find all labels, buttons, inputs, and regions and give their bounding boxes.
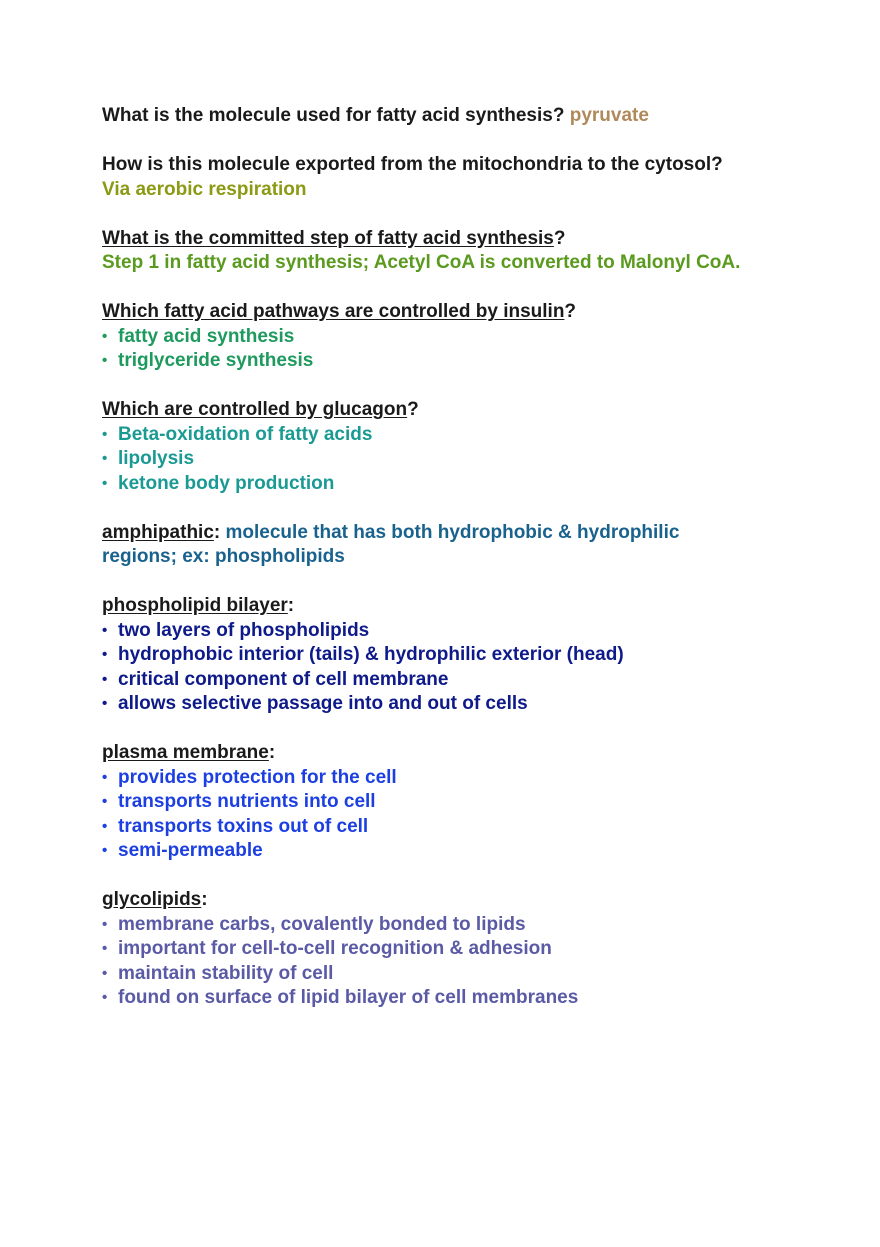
answer-text: Step 1 in fatty acid synthesis; Acetyl CoA is converted to Malonyl CoA. [102,252,741,273]
question-text: What is the committed step of fatty acid synthesis [102,227,554,249]
question-text: How is this molecule exported from the mitochondria to the cytosol? [102,154,723,175]
bullet-icon: • [102,964,108,982]
list-item: • lipolysis [102,447,782,472]
bullet-icon: • [102,842,108,859]
question-molecule [102,104,782,129]
list-item: • critical component of cell membrane [102,668,782,693]
question-committed-step [102,227,782,276]
question-mark: ? [553,227,566,249]
bullet-icon: • [102,352,108,369]
bullet-icon: • [102,621,108,639]
list-item: • found on surface of lipid bilayer of cell membranes [102,986,782,1011]
list-item: • membrane carbs, covalently bonded to lipids [102,913,782,938]
question-export [102,153,782,202]
bullet-icon: • [102,646,108,663]
bullet-icon: • [102,327,108,345]
definition-plasma-membrane: plasma membrane: • provides protection for the cell • transports nutrients into cell • transports toxins out of cell • semi-permeable [102,741,782,864]
list-item: • transports nutrients into cell [102,790,782,815]
question-text: Which fatty acid pathways are controlled by insulin [102,301,565,322]
list-item: • maintain stability of cell [102,962,782,987]
term-text: amphipathic [102,521,214,543]
notes-content [102,104,782,1035]
bullet-icon: • [102,989,108,1006]
list-item: • Beta-oxidation of fatty acids [102,423,782,448]
bullet-icon: • [102,940,108,957]
insulin-list [102,325,782,374]
term-text: phospholipid bilayer [102,595,288,616]
bullet-icon: • [102,474,108,492]
question-mark: ? [564,301,577,322]
list-item: • two layers of phospholipids [102,619,782,644]
bullet-icon: • [102,425,108,443]
glycolipids-list [102,913,782,1011]
bullet-icon: • [102,695,108,712]
definition-text: molecule that has both hydrophobic & hydrophilic regions; ex: phospholipids [102,521,680,567]
list-item: • ketone body production [102,472,782,497]
list-item: • semi-permeable [102,839,782,864]
term-text: plasma membrane [102,742,269,763]
list-item: • important for cell-to-cell recognition & adhesion [102,937,782,962]
question-mark: ? [407,399,419,420]
list-item: • triglyceride synthesis [102,349,782,374]
bullet-icon: • [102,915,108,933]
definition-glycolipids: glycolipids: • membrane carbs, covalently bonded to lipids • important for cell-to-cell recognition & adhesion • maintain stability of cell • found on surface of lipid bilayer of cell membranes [102,888,782,1011]
list-item: • fatty acid synthesis [102,325,782,350]
answer-text: Via aerobic respiration [102,178,307,200]
question-glucagon [102,398,782,496]
bullet-icon: • [102,793,108,810]
list-item: • allows selective passage into and out of cells [102,692,782,717]
answer-text: pyruvate [569,105,649,126]
list-item: • transports toxins out of cell [102,815,782,840]
question-text: Which are controlled by glucagon [102,399,408,420]
bullet-icon: • [102,768,108,786]
bullet-icon: • [102,670,108,688]
bilayer-list [102,619,782,717]
question-insulin [102,300,782,374]
definition-amphipathic: amphipathic: molecule that has both hydrophobic & hydrophilic regions; ex: phospholipids [102,521,680,567]
question-text: What is the molecule used for fatty acid synthesis? [102,105,565,126]
plasma-list [102,766,782,864]
list-item: • provides protection for the cell [102,766,782,791]
definition-bilayer: phospholipid bilayer: • two layers of phospholipids • hydrophobic interior (tails) & hydrophilic exterior (head) • critical component of cell membrane • allows selective passage into and out of cells [102,594,782,717]
term-text: glycolipids [102,889,202,910]
bullet-icon: • [102,450,108,467]
bullet-icon: • [102,817,108,835]
glucagon-list [102,423,782,497]
list-item: • hydrophobic interior (tails) & hydrophilic exterior (head) [102,643,782,668]
